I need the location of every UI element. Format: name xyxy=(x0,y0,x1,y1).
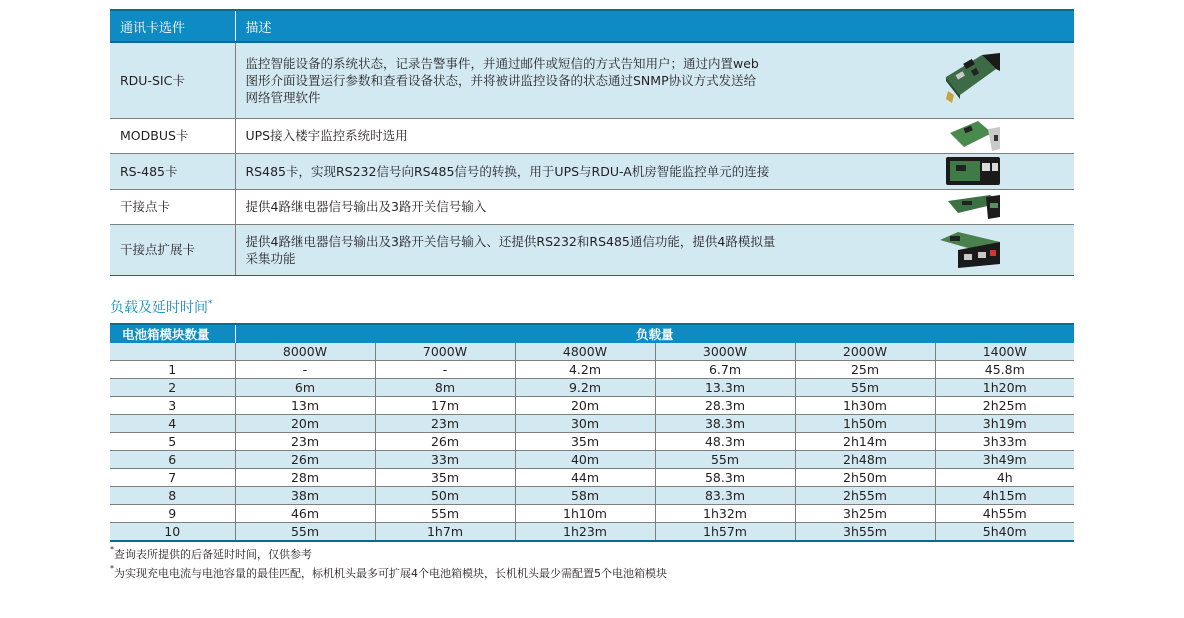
backup-time-title: 负载及延时时间* xyxy=(110,298,213,316)
module-count: 6 xyxy=(110,450,235,468)
load-watt: 1400W xyxy=(935,343,1074,361)
card-row-dry-contact xyxy=(110,189,1074,224)
footnote: *为实现充电电流与电池容量的最佳匹配，标机机头最多可扩展4个电池箱模块，长机机头最少需配置5个电池箱模块 xyxy=(110,563,667,580)
card-description: 监控智能设备的系统状态，记录告警事件，并通过邮件或短信的方式告知用户；通过内置web 图形介面设置运行参数和查看设备状态，并将被讲监控设备的状态通过SNMP协议方式发送给 网络管理软件 xyxy=(245,55,759,105)
footnote: *查询表所提供的后备延时时间，仅供参考 xyxy=(110,544,312,561)
load-watt: 8000W xyxy=(235,343,375,361)
header-battery-modules: 电池箱模块数量 xyxy=(110,324,235,343)
load-watts-row xyxy=(110,343,1074,361)
table-row: 1 - - 4.2m 6.7m 25m 45.8m xyxy=(110,360,1074,378)
card-name: RS-485卡 xyxy=(110,153,235,189)
table-row: 2 6m 8m 9.2m 13.3m 55m 1h20m xyxy=(110,378,1074,396)
card-name: RDU-SIC卡 xyxy=(110,42,235,118)
module-count: 8 xyxy=(110,486,235,504)
page-content xyxy=(110,9,1074,583)
table-row: 7 28m 35m 44m 58.3m 2h50m 4h xyxy=(110,468,1074,486)
table-row: 8 38m 50m 58m 83.3m 2h55m 4h15m xyxy=(110,486,1074,504)
card-description: RS485卡，实现RS232信号向RS485信号的转换，用于UPS与RDU-A机房智能监控单元的连接 xyxy=(245,163,770,179)
dry-contact-expansion-card-photo xyxy=(938,230,1002,270)
modbus-card-photo xyxy=(948,119,1002,153)
dry-contact-card-photo xyxy=(946,193,1002,221)
module-count: 1 xyxy=(110,360,235,378)
rs485-card-photo xyxy=(944,155,1002,187)
card-row-modbus xyxy=(110,118,1074,153)
card-row-rdu-sic xyxy=(110,42,1074,118)
table-row: 10 55m 1h7m 1h23m 1h57m 3h55m 5h40m xyxy=(110,522,1074,541)
card-row-dry-contact-expansion xyxy=(110,224,1074,275)
header-card-option: 通讯卡选件 xyxy=(110,10,235,42)
card-name: 干接点扩展卡 xyxy=(110,224,235,275)
module-count: 4 xyxy=(110,414,235,432)
table-row: 4 20m 23m 30m 38.3m 1h50m 3h19m xyxy=(110,414,1074,432)
module-count: 3 xyxy=(110,396,235,414)
card-description: 提供4路继电器信号输出及3路开关信号输入、还提供RS232和RS485通信功能，提供4路模拟量 采集功能 xyxy=(245,233,776,266)
backup-header-row xyxy=(110,324,1074,343)
table-row: 9 46m 55m 1h10m 1h32m 3h25m 4h55m xyxy=(110,504,1074,522)
header-description: 描述 xyxy=(235,10,1074,42)
header-load: 负载量 xyxy=(235,324,1074,343)
card-row-rs485 xyxy=(110,153,1074,189)
card-description: 提供4路继电器信号输出及3路开关信号输入 xyxy=(245,199,487,214)
table-row: 5 23m 26m 35m 48.3m 2h14m 3h33m xyxy=(110,432,1074,450)
cards-header-row xyxy=(110,10,1074,42)
load-watt: 3000W xyxy=(655,343,795,361)
load-watt: 2000W xyxy=(795,343,935,361)
module-count: 2 xyxy=(110,378,235,396)
table-row: 3 13m 17m 20m 28.3m 1h30m 2h25m xyxy=(110,396,1074,414)
module-count: 5 xyxy=(110,432,235,450)
backup-time-table xyxy=(110,323,1074,542)
module-count: 9 xyxy=(110,504,235,522)
module-count: 10 xyxy=(110,522,235,541)
load-watt: 4800W xyxy=(515,343,655,361)
card-name: 干接点卡 xyxy=(110,189,235,224)
comm-card-options-table xyxy=(110,9,1074,276)
load-watt: 7000W xyxy=(375,343,515,361)
card-description: UPS接入楼宇监控系统时选用 xyxy=(245,128,408,143)
card-name: MODBUS卡 xyxy=(110,118,235,153)
table-row: 6 26m 33m 40m 55m 2h48m 3h49m xyxy=(110,450,1074,468)
module-count: 7 xyxy=(110,468,235,486)
footnotes xyxy=(110,545,1074,583)
rdu-sic-card-photo xyxy=(942,51,1002,109)
